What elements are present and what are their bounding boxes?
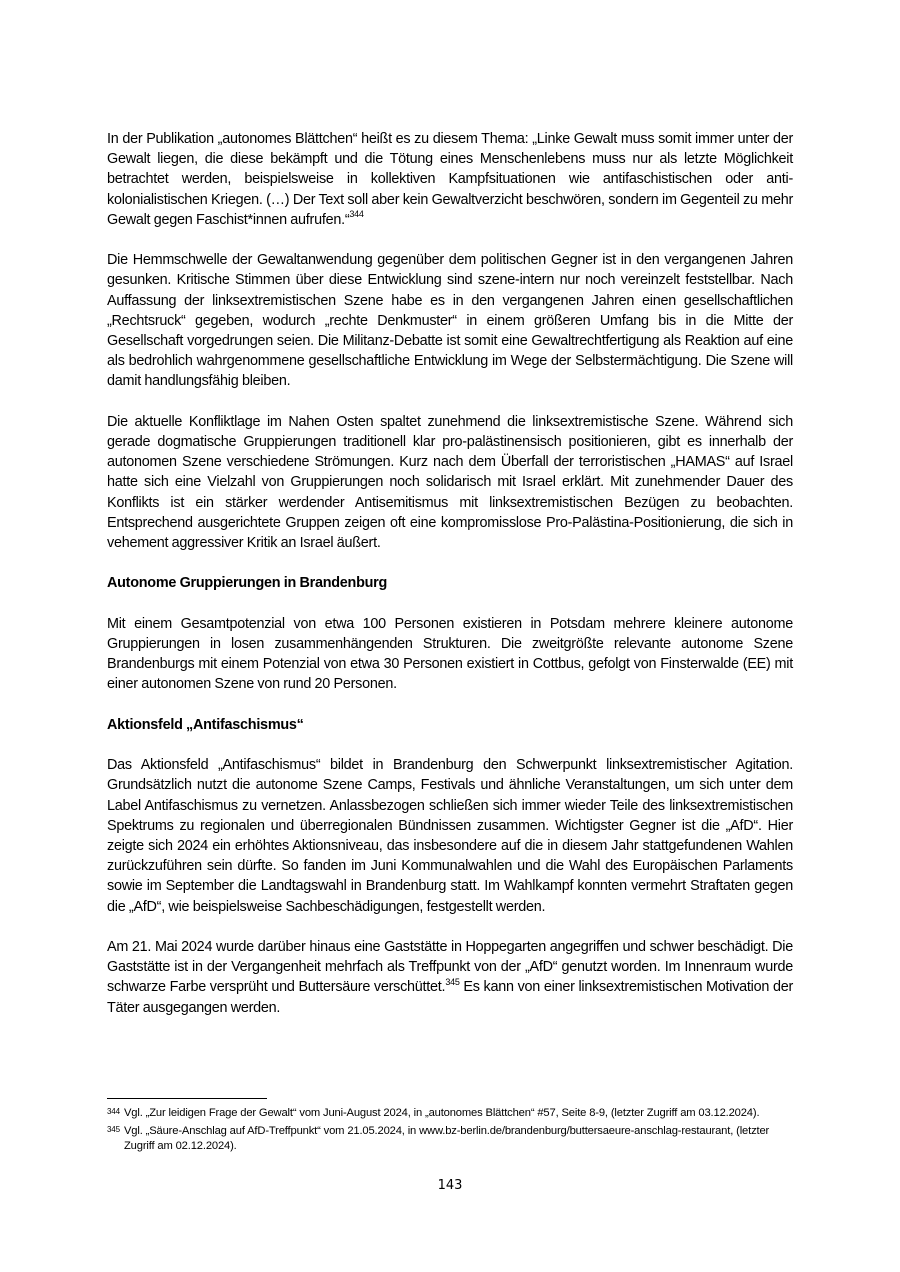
paragraph-hoppegarten (107, 937, 793, 1018)
footnote-number: 345 (107, 1124, 120, 1134)
footnote-reference[interactable]: 344 (349, 209, 364, 220)
paragraph-autonomes-blaettchen-quote (107, 129, 793, 230)
footnotes (107, 1106, 793, 1157)
footnote-item (107, 1124, 793, 1155)
page-body (107, 129, 793, 1038)
section-heading-antifaschismus: Aktionsfeld „Antifaschismus“ (107, 716, 304, 733)
footnote-text: Vgl. „Säure-Anschlag auf AfD-Treffpunkt“ vom 21.05.2024, in www.bz-berlin.de/brandenburg/buttersaeure-anschlag-restaurant, (letzter Zugriff am 02.12.2024). (124, 1124, 770, 1152)
paragraph-text-before: Am 21. Mai 2024 wurde darüber hinaus eine Gaststätte in Hoppegarten angegriffen und schwer beschädigt. Die Gaststätte ist in der Vergangenheit mehrfach als Treffpunkt von der „AfD“ genutzt worden. Im Innenraum wurde schwarze Farbe versprüht und Buttersäure verschüttet. (107, 939, 793, 996)
footnote-divider (107, 1098, 267, 1099)
footnote-number: 344 (107, 1107, 120, 1116)
footnote-reference[interactable]: 345 (445, 976, 460, 987)
footnote-text: Vgl. „Zur leidigen Frage der Gewalt“ vom Juni-August 2024, in „autonomes Blättchen“ #57, Seite 8-9, (letzter Zugriff am 03.12.2024). (124, 1107, 760, 1119)
paragraph-gesamtpotenzial: Mit einem Gesamtpotenzial von etwa 100 Personen existieren in Potsdam mehrere kleinere autonome Gruppierungen in losen zusammenhängenden Strukturen. Die zweitgrößte relevante autonome Szene Brandenburgs mit einem Potenzial von etwa 30 Personen existiert in Cottbus, gefolgt von Finsterwalde (EE) mit einer autonomen Szene von rund 20 Personen. (107, 615, 793, 693)
paragraph-nahost-konflikt: Die aktuelle Konfliktlage im Nahen Osten spaltet zunehmend die linksextremistische Szene. Während sich gerade dogmatische Gruppierungen traditionell klar pro-palästinensisch positionieren, gibt es innerhalb der autonomen Szene verschiedene Strömungen. Kurz nach dem Überfall der terroristischen „HAMAS“ auf Israel hatte sich eine Vielzahl von Gruppierungen noch solidarisch mit Israel erklärt. Mit zunehmender Dauer des Konflikts ist ein stärker werdender Antisemitismus mit linksextremistischen Bezügen zu beobachten. Entsprechend ausgerichtete Gruppen zeigen oft eine kompromisslose Pro-Palästina-Positionierung, die sich in vehement aggressiver Kritik an Israel äußert. (107, 413, 793, 552)
paragraph-aktionsfeld: Das Aktionsfeld „Antifaschismus“ bildet in Brandenburg den Schwerpunkt linksextremistischer Agitation. Grundsätzlich nutzt die autonome Szene Camps, Festivals und ähnliche Veranstaltungen, um sich unter dem Label Antifaschismus zu vernetzen. Anlassbezogen schließen sich immer wieder Teile des linksextremistischen Spektrums zu regionalen und überregionalen Bündnissen zusammen. Wichtigster Gegner ist die „AfD“. Hier zeigte sich 2024 ein erhöhtes Aktionsniveau, das insbesondere auf die in diesem Jahr stattgefundenen Wahlen zurückzuführen sein dürfte. So fanden im Juni Kommunalwahlen und die Wahl des Europäischen Parlaments sowie im September die Landtagswahl in Brandenburg statt. Im Wahlkampf konnten vermehrt Straftaten gegen die „AfD“, wie beispielsweise Sachbeschädigungen, festgestellt werden. (107, 757, 793, 915)
paragraph-text: In der Publikation „autonomes Blättchen“ heißt es zu diesem Thema: „Linke Gewalt muss somit immer unter der Gewalt liegen, die diese bekämpft und die Tötung eines Menschenlebens muss nur als letzte Möglichkeit betrachtet werden, beispielsweise in kollektiven Kampfsituationen wie antifaschistischen oder anti-kolonialistischen Kriegen. (…) Der Text soll aber kein Gewaltverzicht beschwören, sondern im Gegenteil zu mehr Gewalt gegen Faschist*innen aufrufen.“ (107, 131, 793, 228)
paragraph-hemmschwelle: Die Hemmschwelle der Gewaltanwendung gegenüber dem politischen Gegner ist in den vergangenen Jahren gesunken. Kritische Stimmen über diese Entwicklung sind szene-intern nur noch vereinzelt feststellbar. Nach Auffassung der linksextremistischen Szene habe es in den vergangenen Jahren einen gesellschaftlichen „Rechtsruck“ gegeben, wodurch „rechte Denkmuster“ in einem größeren Umfang bis in die Mitte der Gesellschaft vorgedrungen seien. Die Militanz-Debatte ist somit eine Gewaltrechtfertigung als Reaktion auf eine als bedrohlich wahrgenommene gesellschaftliche Entwicklung im Wege der Selbstermächtigung. Die Szene will damit handlungsfähig bleiben. (107, 252, 793, 390)
paragraph-text-after: Es kann von einer linksextremistischen Motivation der Täter ausgegangen werden. (107, 979, 794, 1016)
footnote-item (107, 1106, 793, 1122)
page-number: 143 (437, 1178, 463, 1193)
section-heading-autonome-gruppierungen: Autonome Gruppierungen in Brandenburg (107, 575, 388, 592)
